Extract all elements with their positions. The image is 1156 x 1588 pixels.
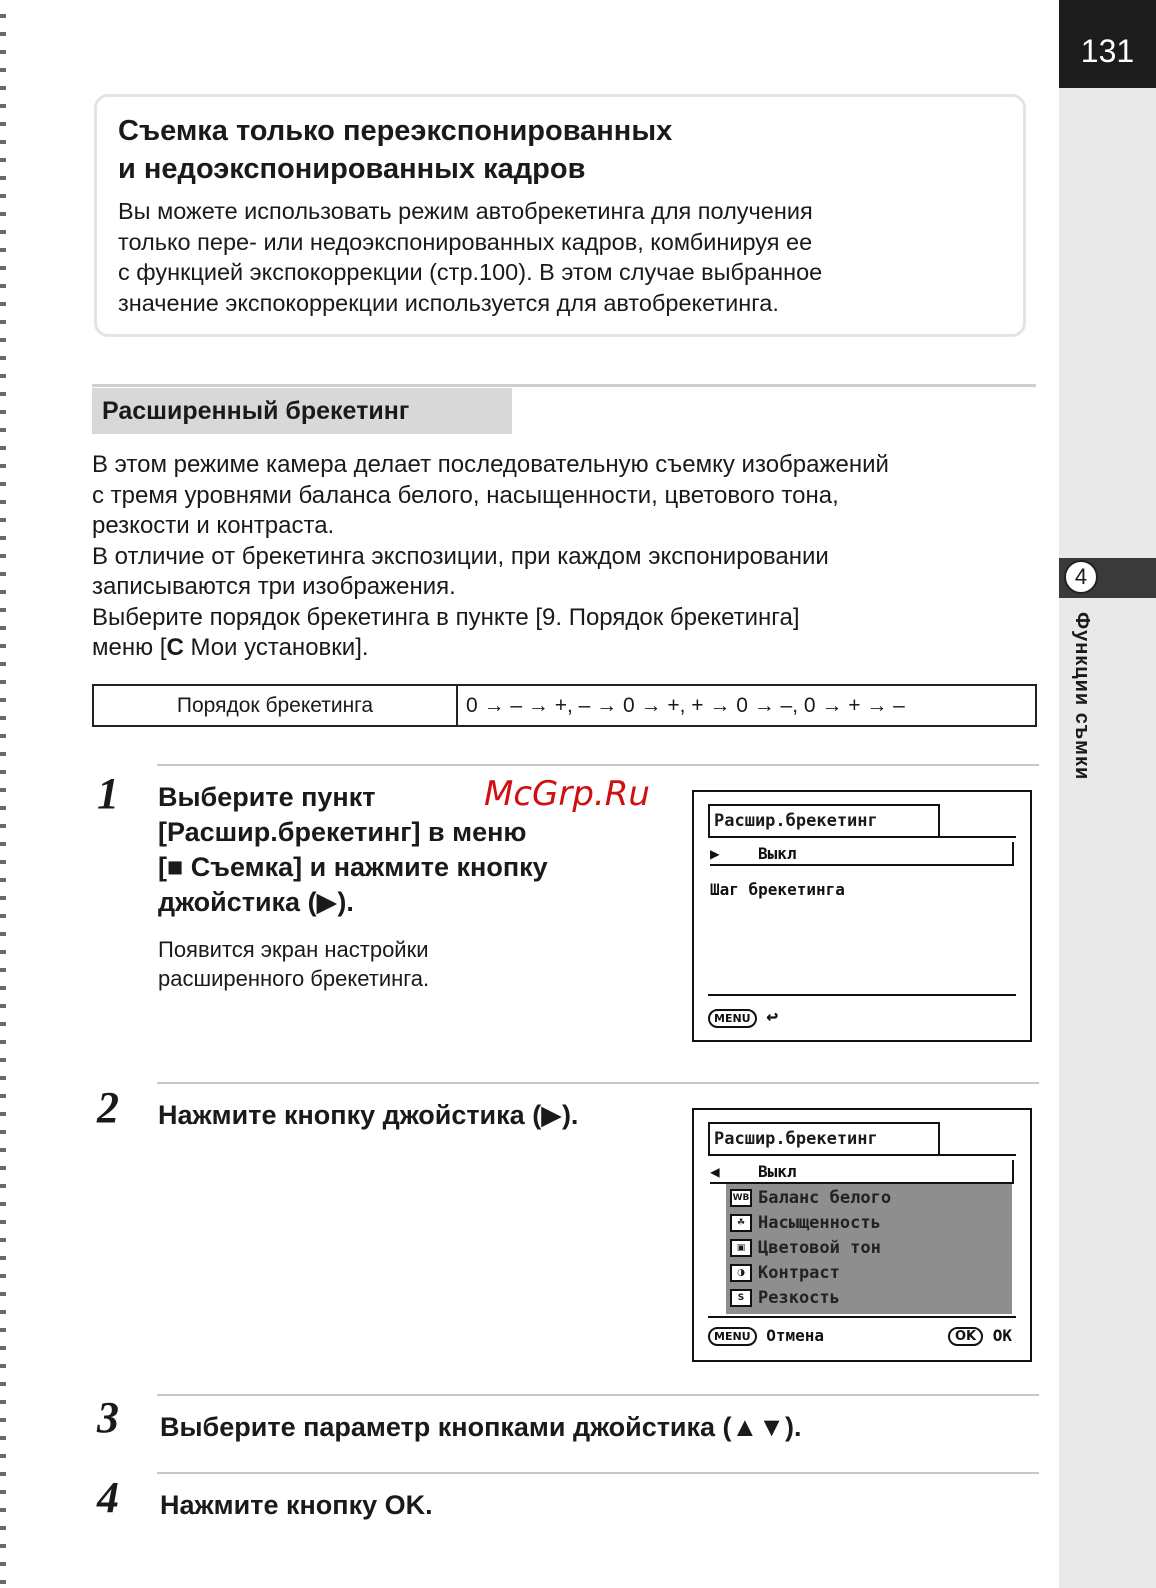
watermark: McGrp.Ru <box>484 774 650 814</box>
ok-button-icon: OK <box>948 1327 983 1346</box>
menu-back-hint <box>708 1004 778 1028</box>
section-body-line: В этом режиме камера делает последовательную съемку изображений <box>92 451 889 478</box>
section-body-line: резкости и контраста. <box>92 512 335 539</box>
right-arrow-icon: ▶ <box>710 844 720 863</box>
white-balance-icon: WB <box>730 1189 752 1207</box>
binding-edge <box>0 0 6 1588</box>
contrast-icon: ◑ <box>730 1264 752 1282</box>
option-label: Цветовой тон <box>758 1237 881 1258</box>
selected-value: Выкл <box>758 844 797 863</box>
tip-body <box>118 196 998 318</box>
table-value: 0 → – → +, – → 0 → +, + → 0 → –, 0 → + → – <box>466 693 905 717</box>
step-divider <box>157 764 1039 766</box>
tip-body-line: Вы можете использовать режим автобрекетинга для получения <box>118 198 813 224</box>
step-title-line: джойстика (▶). <box>158 887 354 917</box>
step-number: 4 <box>97 1473 119 1522</box>
camera-screen-1 <box>692 790 1032 1042</box>
footer-divider <box>708 1316 1016 1318</box>
side-strip <box>1059 88 1156 1588</box>
options-dropdown <box>726 1184 1012 1314</box>
selection-box <box>710 842 1014 866</box>
step-desc-line: Появится экран настройки <box>158 937 429 962</box>
step-title-line: [■ Съемка] и нажмите кнопку <box>158 852 548 882</box>
step-size-item: Шаг брекетинга <box>710 880 845 899</box>
option-label: Контраст <box>758 1262 840 1283</box>
list-item[interactable] <box>730 1261 840 1284</box>
step-desc-line: расширенного брекетинга. <box>158 966 430 991</box>
tip-body-line: только пере- или недоэкспонированных кадров, комбинируя ее <box>118 228 813 255</box>
screen-title: Расшир.брекетинг <box>708 804 940 838</box>
section-body-line-last <box>92 633 1042 664</box>
step-title-line: [Расшир.брекетинг] в меню <box>158 817 527 847</box>
tip-title <box>118 112 978 188</box>
hue-icon: ▣ <box>730 1239 752 1257</box>
sharpness-icon: S <box>730 1289 752 1307</box>
last-line-suffix: Мои установки]. <box>183 634 369 661</box>
menu-cancel-hint <box>708 1326 824 1346</box>
tip-body-line: с функцией экспокоррекции (стр.100). В этом случае выбранное <box>118 259 823 285</box>
camera-screen-2 <box>692 1108 1032 1362</box>
screen-title-underline <box>708 1154 1016 1156</box>
selected-value: Выкл <box>758 1162 797 1181</box>
tip-body-line: значение экспокоррекции используется для автобрекетинга. <box>118 289 779 316</box>
menu-button-icon: MENU <box>708 1327 757 1346</box>
section-body-line: записываются три изображения. <box>92 573 456 600</box>
chapter-title: Функции съмки <box>1071 612 1093 781</box>
list-item[interactable] <box>730 1286 840 1309</box>
step-title <box>158 780 648 920</box>
step-number: 1 <box>97 769 119 818</box>
list-item[interactable] <box>730 1186 891 1209</box>
step-description <box>158 935 558 993</box>
tip-title-line: и недоэкспонированных кадров <box>118 153 586 185</box>
chapter-number: 4 <box>1064 560 1098 594</box>
footer-divider <box>708 994 1016 996</box>
tip-title-line: Съемка только переэкспонированных <box>118 115 673 147</box>
table-label: Порядок брекетинга <box>94 686 458 725</box>
step-title-line: Выберите пункт <box>158 782 376 812</box>
left-arrow-icon: ◀ <box>710 1162 720 1181</box>
step-divider <box>157 1472 1039 1474</box>
step-title: Выберите параметр кнопками джойстика (▲▼). <box>160 1412 802 1442</box>
option-label: Насыщенность <box>758 1212 881 1233</box>
list-item[interactable] <box>730 1236 881 1259</box>
list-item[interactable] <box>730 1211 881 1234</box>
custom-menu-icon: C <box>166 634 184 661</box>
section-body <box>92 450 1042 664</box>
ok-label: OK <box>992 1326 1013 1345</box>
section-body-line: В отличие от брекетинга экспозиции, при каждом экспонировании <box>92 542 829 570</box>
last-line-prefix: меню [ <box>92 634 167 661</box>
page-number: 131 <box>1059 0 1156 88</box>
step-divider <box>157 1394 1039 1396</box>
bracketing-order-table <box>92 684 1037 727</box>
back-arrow-icon: ↩ <box>766 1004 779 1028</box>
section-divider <box>92 384 1036 387</box>
ok-hint <box>948 1326 1012 1346</box>
cancel-label: Отмена <box>766 1326 825 1345</box>
section-body-line: Выберите порядок брекетинга в пункте [9. Порядок брекетинга] <box>92 603 800 631</box>
option-label: Резкость <box>758 1287 840 1308</box>
screen-title-underline <box>708 836 1016 838</box>
section-heading: Расширенный брекетинг <box>92 388 512 434</box>
step-title: Нажмите кнопку OK. <box>160 1490 433 1520</box>
step-number: 2 <box>97 1083 119 1132</box>
option-label: Баланс белого <box>758 1187 892 1208</box>
section-body-line: с тремя уровнями баланса белого, насыщенности, цветового тона, <box>92 481 839 509</box>
step-number: 3 <box>97 1393 119 1442</box>
saturation-icon: ☘ <box>730 1214 752 1232</box>
screen-title: Расшир.брекетинг <box>708 1122 940 1156</box>
menu-button-icon: MENU <box>708 1009 757 1028</box>
step-divider <box>157 1082 1039 1084</box>
selection-box <box>710 1160 1014 1184</box>
step-title: Нажмите кнопку джойстика (▶). <box>158 1100 579 1130</box>
